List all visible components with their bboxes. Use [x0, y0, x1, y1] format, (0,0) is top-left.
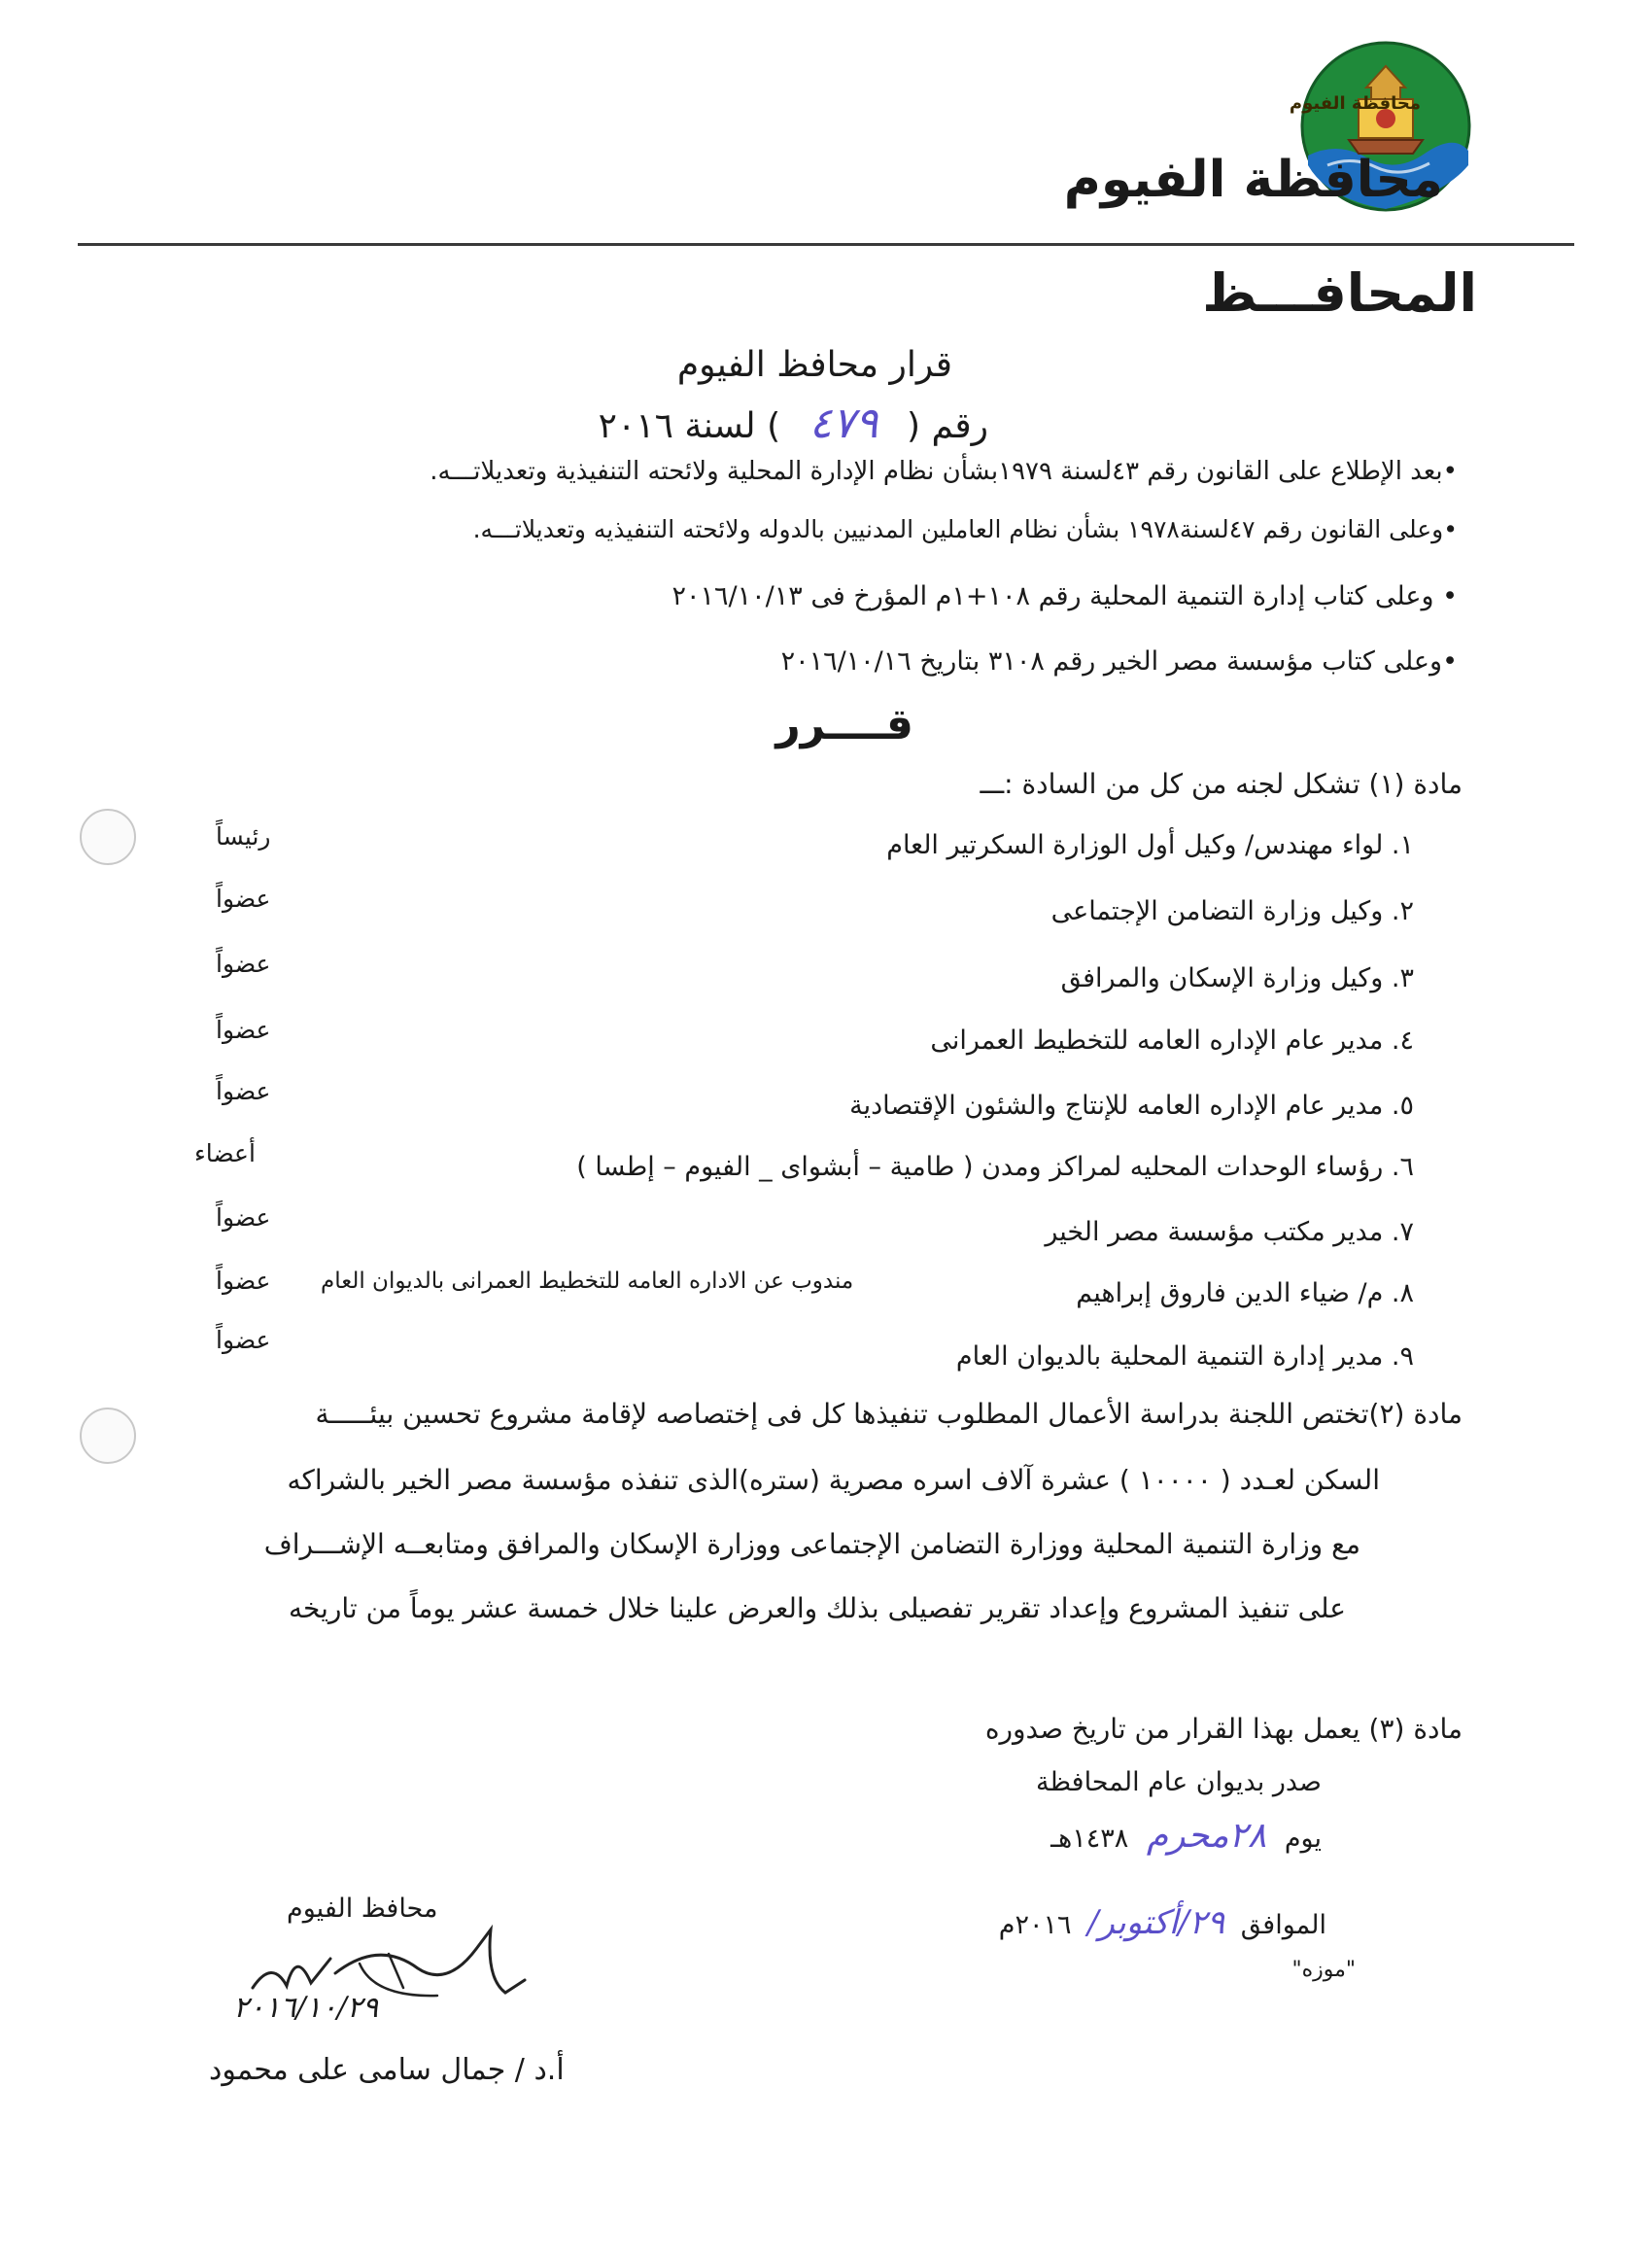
- article2-line: على تنفيذ المشروع وإعداد تقرير تفصيلى بذلك والعرض علينا خلال خمسة عشر يوماً من تاريخه: [289, 1592, 1346, 1624]
- signature-title: محافظ الفيوم: [287, 1894, 438, 1924]
- preamble-line: • وعلى كتاب إدارة التنمية المحلية رقم ١٠٨+١م المؤرخ فى ٢٠١٦/١٠/١٣: [671, 581, 1458, 611]
- signatory-name: أ.د / جمال سامى على محمود: [209, 2053, 565, 2087]
- gregorian-date: [999, 1903, 1326, 1942]
- member-note: مندوب عن الاداره العامه للتخطيط العمرانى بالديوان العام: [321, 1269, 854, 1294]
- decided-word: قــــرر: [775, 700, 913, 749]
- member-role: أعضاء: [194, 1139, 256, 1167]
- punch-hole-bottom: [80, 1408, 136, 1464]
- decision-number: [599, 399, 988, 448]
- issued-at: صدر بديوان عام المحافظة: [1036, 1767, 1322, 1797]
- member-role: عضواً: [216, 1077, 271, 1105]
- member-role: رئيساً: [216, 822, 271, 851]
- governorate-name: محافظة الفيوم: [1063, 151, 1443, 209]
- article2-line: السكن لعـدد ( ١٠٠٠٠ ) عشرة آلاف اسره مصرية (ستره)الذى تنفذه مؤسسة مصر الخير بالشراكه: [287, 1464, 1380, 1496]
- member-name: ٢. وكيل وزارة التضامن الإجتماعى: [1050, 896, 1414, 926]
- member-name: ٧. مدير مكتب مؤسسة مصر الخير: [1045, 1217, 1414, 1247]
- member-name: ٥. مدير عام الإداره العامه للإنتاج والشئون الإقتصادية: [849, 1091, 1414, 1121]
- decision-number-prefix: رقم (: [906, 406, 988, 446]
- hijri-date: [1050, 1816, 1322, 1856]
- decision-title: قرار محافظ الفيوم: [676, 345, 952, 385]
- hijri-handwritten: ٢٨محرم: [1146, 1816, 1267, 1856]
- member-name: ١. لواء مهندس/ وكيل أول الوزارة السكرتير العام: [886, 830, 1414, 860]
- preamble-line: •بعد الإطلاع على القانون رقم ٤٣لسنة ١٩٧٩بشأن نظام الإدارة المحلية ولائحته التنفيذية وتعديلاتـــه.: [430, 457, 1458, 486]
- preamble-line: •وعلى القانون رقم ٤٧لسنة١٩٧٨ بشأن نظام العاملين المدنيين بالدوله ولائحته التنفيذيه وتعديلاتـــه.: [472, 515, 1458, 543]
- member-role: عضواً: [216, 1267, 271, 1295]
- article2-line: مادة (٢)تختص اللجنة بدراسة الأعمال المطلوب تنفيذها كل فى إختصاصه لإقامة مشروع تحسين بيئـــــة: [315, 1398, 1463, 1430]
- hijri-year: ١٤٣٨هـ: [1050, 1824, 1129, 1854]
- signature-date: ٢٠١٦/١٠/٢٩: [233, 1991, 379, 2025]
- logo-text: محافظة الفيوم: [1289, 93, 1421, 114]
- punch-hole-top: [80, 809, 136, 865]
- member-name: ٤. مدير عام الإداره العامه للتخطيط العمرانى: [930, 1026, 1414, 1056]
- member-name: ٩. مدير إدارة التنمية المحلية بالديوان العام: [955, 1341, 1414, 1372]
- office-title: المحافـــظ: [1202, 262, 1477, 324]
- decision-number-handwritten: ٤٧٩: [809, 399, 878, 448]
- member-role: عضواً: [216, 885, 271, 913]
- preamble-line: •وعلى كتاب مؤسسة مصر الخير رقم ٣١٠٨ بتاريخ ٢٠١٦/١٠/١٦: [780, 646, 1458, 677]
- gregorian-handwritten: ٢٩/أكتوبر/: [1087, 1903, 1225, 1942]
- article3: مادة (٣) يعمل بهذا القرار من تاريخ صدوره: [984, 1713, 1463, 1745]
- member-role: عضواً: [216, 1203, 271, 1232]
- member-name: ٦. رؤساء الوحدات المحليه لمراكز ومدن ( طامية – أبشواى _ الفيوم – إطسا ): [576, 1152, 1414, 1182]
- article1-heading: مادة (١) تشكل لجنه من كل من السادة :ـــ: [980, 768, 1463, 800]
- header-divider: [78, 243, 1574, 246]
- initials: "موزه": [1291, 1958, 1356, 1982]
- decision-number-suffix: ) لسنة ٢٠١٦: [598, 406, 781, 446]
- member-name: ٨. م/ ضياء الدين فاروق إبراهيم: [1076, 1278, 1414, 1308]
- article2-line: مع وزارة التنمية المحلية ووزارة التضامن الإجتماعى ووزارة الإسكان والمرافق ومتابعــه الإشـــراف: [263, 1528, 1360, 1560]
- gregorian-year: ٢٠١٦م: [998, 1910, 1072, 1940]
- member-role: عضواً: [216, 1326, 271, 1354]
- member-role: عضواً: [216, 950, 271, 978]
- member-name: ٣. وكيل وزارة الإسكان والمرافق: [1060, 963, 1414, 993]
- member-role: عضواً: [216, 1016, 271, 1044]
- hijri-day-prefix: يوم: [1284, 1824, 1322, 1854]
- gregorian-prefix: الموافق: [1240, 1910, 1326, 1940]
